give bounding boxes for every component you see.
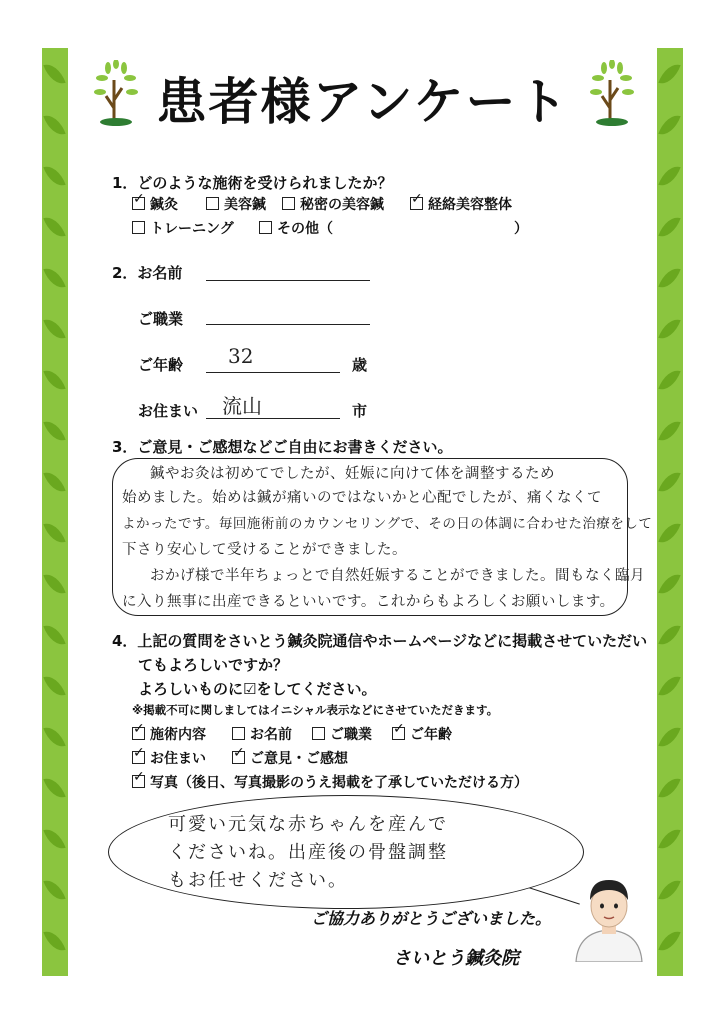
checkbox[interactable] bbox=[392, 727, 405, 740]
page-title: 患者様アンケート bbox=[156, 73, 570, 131]
leaf-icon bbox=[658, 60, 680, 88]
leaf-icon bbox=[658, 774, 680, 802]
right-leaf-border bbox=[657, 48, 683, 976]
thanks-text: ご協力ありがとうございました。 bbox=[311, 909, 552, 928]
comment-line: 鍼やお灸は初めてでしたが、妊娠に向けて体を調整するため bbox=[150, 466, 555, 482]
leaf-icon bbox=[658, 213, 680, 241]
leaf-icon bbox=[43, 315, 65, 343]
leaf-icon bbox=[43, 825, 65, 853]
leaf-icon bbox=[658, 876, 680, 904]
checkbox[interactable] bbox=[232, 751, 245, 764]
checkbox[interactable] bbox=[132, 221, 145, 234]
clinic-name: さいとう鍼灸院 bbox=[393, 948, 519, 969]
leaf-icon bbox=[43, 366, 65, 394]
leaf-icon bbox=[43, 672, 65, 700]
leaf-icon bbox=[658, 621, 680, 649]
leaf-icon bbox=[43, 876, 65, 904]
comment-line: 下さり安心して受けることができました。 bbox=[122, 542, 407, 558]
reply-line: もお任せください。 bbox=[168, 870, 348, 891]
leaf-icon bbox=[43, 927, 65, 955]
q4-option-name[interactable]: お名前 bbox=[232, 724, 292, 744]
leaf-icon bbox=[658, 264, 680, 292]
q4-option-address[interactable]: ✓お住まい bbox=[132, 748, 206, 768]
q4-option-photo[interactable]: ✓写真（後日、写真撮影のうえ掲載を了承していただける方） bbox=[132, 772, 528, 792]
leaf-icon bbox=[658, 366, 680, 394]
leaf-icon bbox=[658, 162, 680, 190]
job-field[interactable] bbox=[206, 324, 370, 325]
leaf-icon bbox=[658, 519, 680, 547]
checkbox[interactable] bbox=[259, 221, 272, 234]
avatar bbox=[570, 870, 648, 962]
leaf-icon bbox=[43, 468, 65, 496]
q4-note: ※掲載不可に関しましてはイニシャル表示などにさせていただきます。 bbox=[132, 703, 499, 717]
q1-question: 1．どのような施術を受けられましたか？ bbox=[112, 174, 393, 192]
leaf-icon bbox=[658, 672, 680, 700]
name-field[interactable] bbox=[206, 280, 370, 281]
checkbox[interactable] bbox=[232, 727, 245, 740]
leaf-icon bbox=[43, 213, 65, 241]
checkbox[interactable] bbox=[312, 727, 325, 740]
checkbox[interactable] bbox=[132, 751, 145, 764]
leaf-icon bbox=[43, 264, 65, 292]
comment-line: よかったです。毎回施術前のカウンセリングで、その日の体調に合わせた治療をして bbox=[122, 516, 653, 532]
q4-instruction: よろしいものに☑をしてください。 bbox=[138, 680, 377, 698]
age-value: 32 bbox=[228, 344, 254, 368]
leaf-icon bbox=[43, 774, 65, 802]
age-label: ご年齢 bbox=[138, 356, 184, 374]
q4-option-opinion[interactable]: ✓ ご意見・ご感想 bbox=[232, 748, 348, 768]
address-unit: 市 bbox=[352, 402, 368, 420]
address-field[interactable] bbox=[206, 418, 340, 419]
address-value: 流山 bbox=[222, 394, 262, 418]
address-label: お住まい bbox=[138, 402, 199, 420]
checkbox[interactable] bbox=[132, 197, 145, 210]
q1-other-close: ） bbox=[514, 221, 528, 237]
checkbox[interactable] bbox=[282, 197, 295, 210]
age-field[interactable] bbox=[206, 372, 340, 373]
leaf-icon bbox=[658, 468, 680, 496]
q1-option-training[interactable]: トレーニング bbox=[132, 218, 234, 238]
q1-option-beauty-acupuncture[interactable]: 美容鍼 bbox=[206, 194, 266, 214]
age-unit: 歳 bbox=[352, 356, 368, 374]
checkbox[interactable] bbox=[132, 727, 145, 740]
job-label: ご職業 bbox=[138, 310, 184, 328]
q1-option-acupuncture[interactable]: ✓鍼灸 bbox=[132, 194, 178, 214]
q1-option-meridian-beauty[interactable]: ✓ 経絡美容整体 bbox=[410, 194, 512, 214]
tree-icon bbox=[588, 60, 636, 128]
tree-icon bbox=[92, 60, 140, 128]
leaf-icon bbox=[658, 723, 680, 751]
checkbox[interactable] bbox=[410, 197, 423, 210]
q4-option-job[interactable]: ご職業 bbox=[312, 724, 372, 744]
reply-line: くださいね。出産後の骨盤調整 bbox=[168, 842, 448, 863]
q1-option-secret-beauty-acupuncture[interactable]: 秘密の美容鍼 bbox=[282, 194, 384, 214]
leaf-icon bbox=[658, 111, 680, 139]
q3-question: 3．ご意見・ご感想などご自由にお書きください。 bbox=[112, 438, 453, 456]
comment-line: に入り無事に出産できるといいです。これからもよろしくお願いします。 bbox=[122, 594, 615, 610]
leaf-icon bbox=[658, 417, 680, 445]
checkbox[interactable] bbox=[206, 197, 219, 210]
leaf-icon bbox=[658, 315, 680, 343]
leaf-icon bbox=[43, 162, 65, 190]
leaf-icon bbox=[43, 621, 65, 649]
leaf-icon bbox=[43, 60, 65, 88]
leaf-icon bbox=[658, 570, 680, 598]
q4-question-line2: てもよろしいですか？ bbox=[138, 656, 289, 674]
comment-line: おかげ様で半年ちょっとで自然妊娠することができました。間もなく臨月 bbox=[150, 568, 645, 584]
q1-option-other[interactable]: その他（ bbox=[259, 218, 333, 238]
q4-option-treatment[interactable]: ✓施術内容 bbox=[132, 724, 206, 744]
reply-line: 可愛い元気な赤ちゃんを産んで bbox=[168, 814, 448, 835]
checkbox[interactable] bbox=[132, 775, 145, 788]
leaf-icon bbox=[658, 825, 680, 853]
leaf-icon bbox=[43, 723, 65, 751]
leaf-icon bbox=[43, 417, 65, 445]
leaf-icon bbox=[658, 927, 680, 955]
comment-line: 始めました。始めは鍼が痛いのではないかと心配でしたが、痛くなくて bbox=[122, 490, 602, 506]
leaf-icon bbox=[43, 519, 65, 547]
leaf-icon bbox=[43, 570, 65, 598]
q4-option-age[interactable]: ✓ ご年齢 bbox=[392, 724, 452, 744]
left-leaf-border bbox=[42, 48, 68, 976]
q2-name-label: 2．お名前 bbox=[112, 264, 183, 282]
leaf-icon bbox=[43, 111, 65, 139]
q4-question-line1: 4．上記の質問をさいとう鍼灸院通信やホームページなどに掲載させていただい bbox=[112, 632, 648, 650]
